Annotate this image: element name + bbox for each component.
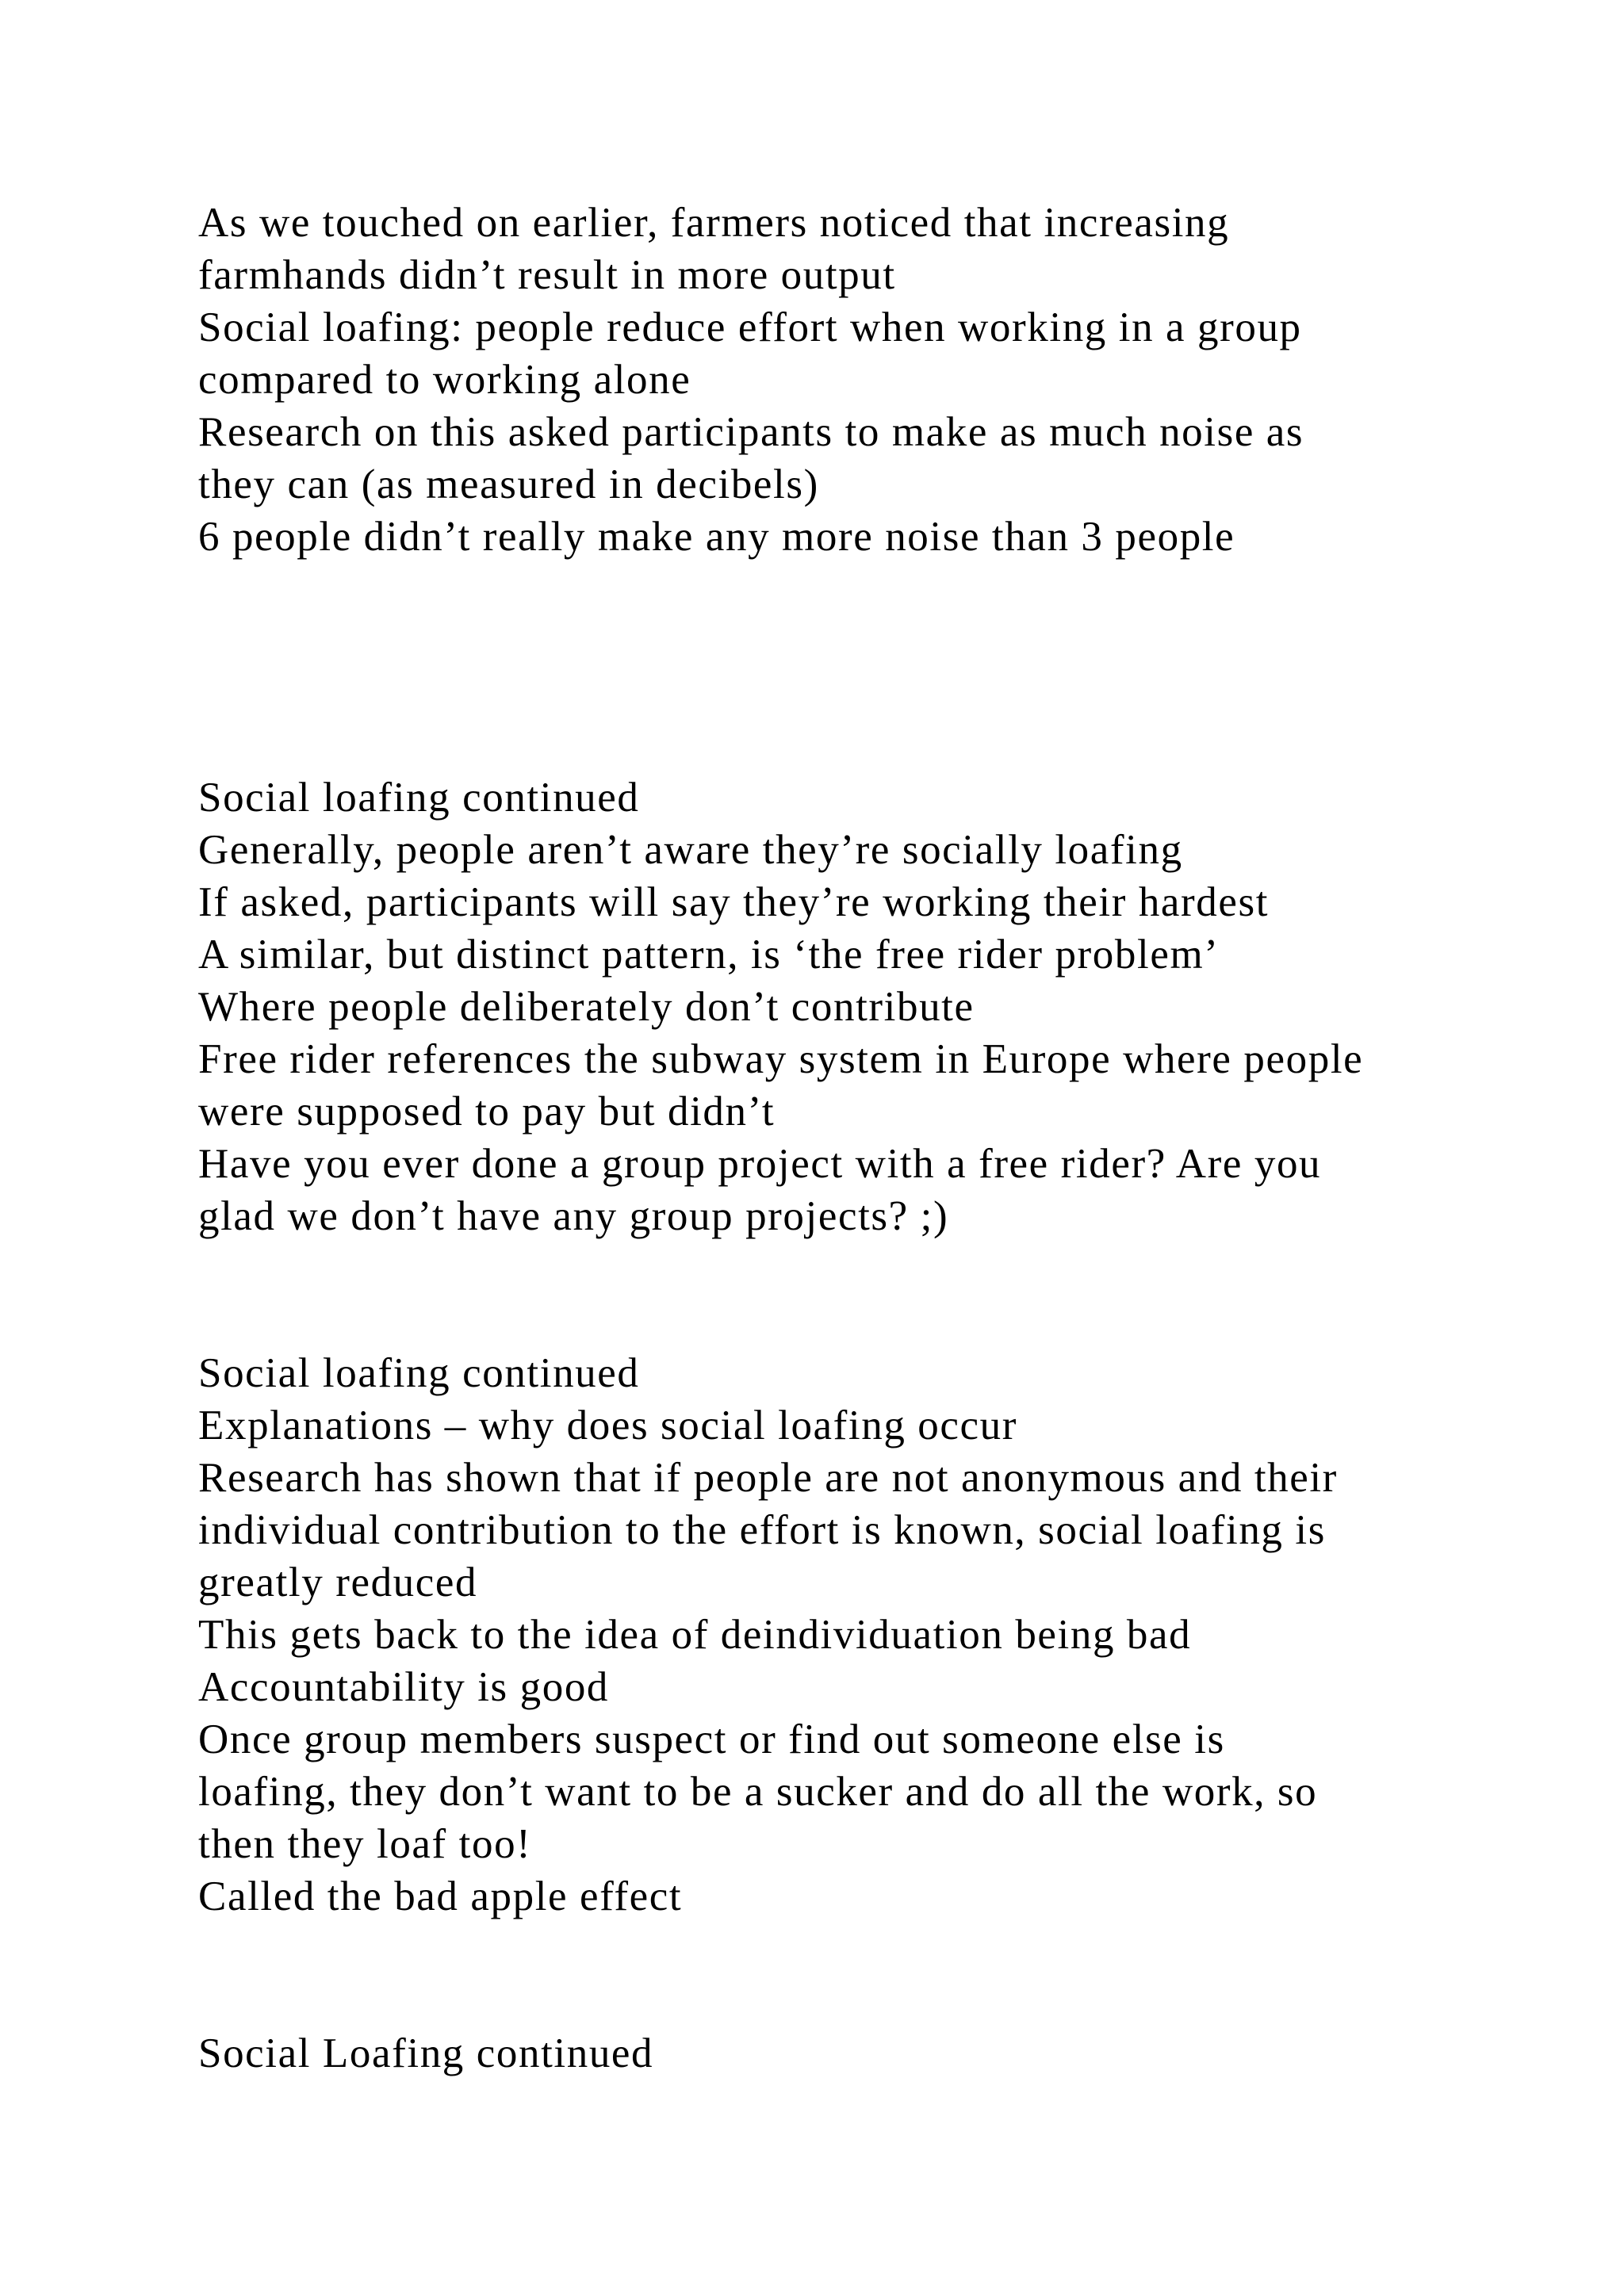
section-heading: Social Loafing continued	[198, 2030, 654, 2076]
text-line: Once group members suspect or find out someone else is	[198, 1716, 1225, 1762]
section-heading: Social loafing continued	[198, 1350, 640, 1396]
text-line: Generally, people aren’t aware they’re socially loafing	[198, 827, 1183, 873]
text-line: loafing, they don’t want to be a sucker and do all the work, so	[198, 1769, 1318, 1815]
text-line: they can (as measured in decibels)	[198, 461, 819, 507]
text-line: then they loaf too!	[198, 1821, 532, 1867]
text-line: As we touched on earlier, farmers noticed that increasing	[198, 200, 1230, 246]
text-line: This gets back to the idea of deindividuation being bad	[198, 1612, 1192, 1658]
text-line: Explanations – why does social loafing occur	[198, 1402, 1017, 1448]
text-line: A similar, but distinct pattern, is ‘the free rider problem’	[198, 932, 1220, 978]
text-line: glad we don’t have any group projects? ;)	[198, 1193, 949, 1239]
text-line: compared to working alone	[198, 357, 691, 403]
text-line: greatly reduced	[198, 1559, 478, 1605]
text-line: individual contribution to the effort is known, social loafing is	[198, 1507, 1326, 1553]
text-line: Research has shown that if people are not anonymous and their	[198, 1455, 1338, 1501]
text-line: were supposed to pay but didn’t	[198, 1089, 776, 1135]
text-line: If asked, participants will say they’re working their hardest	[198, 879, 1270, 925]
text-line: Where people deliberately don’t contribute	[198, 984, 975, 1030]
text-line: Called the bad apple effect	[198, 1873, 683, 1919]
text-line: Have you ever done a group project with a free rider? Are you	[198, 1141, 1322, 1187]
text-line: Research on this asked participants to make as much noise as	[198, 409, 1304, 455]
text-line: 6 people didn’t really make any more noise than 3 people	[198, 514, 1235, 560]
text-line: Accountability is good	[198, 1664, 610, 1710]
text-line: farmhands didn’t result in more output	[198, 252, 896, 298]
text-line: Social loafing: people reduce effort when working in a group	[198, 304, 1302, 350]
section-heading: Social loafing continued	[198, 775, 640, 821]
text-line: Free rider references the subway system in Europe where people	[198, 1036, 1364, 1082]
